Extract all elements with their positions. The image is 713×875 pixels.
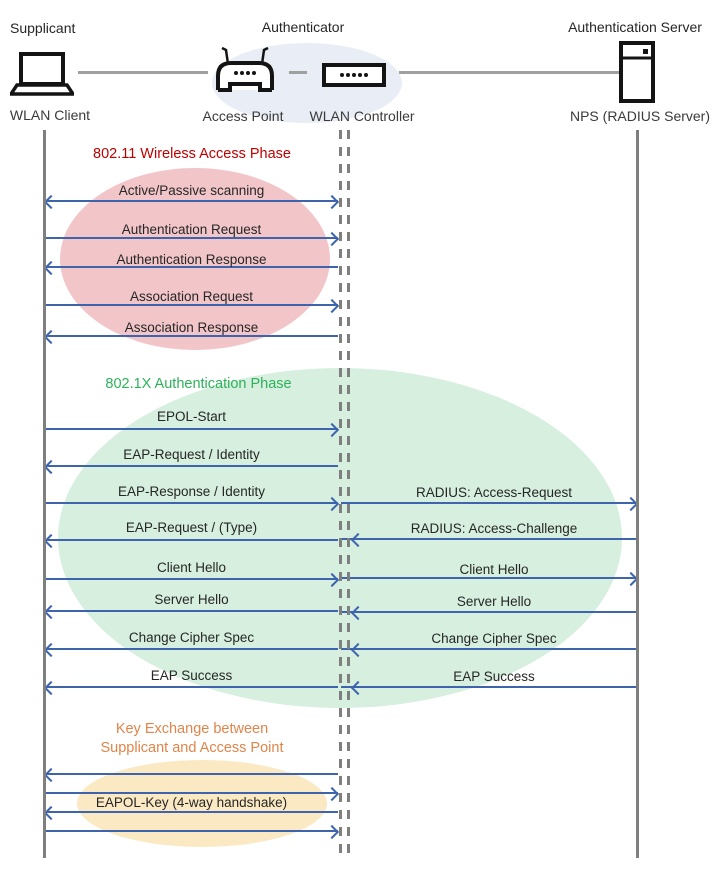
message-label: Change Cipher Spec — [128, 630, 255, 645]
message-label: Active/Passive scanning — [118, 183, 265, 198]
message-arrow-right — [45, 304, 338, 306]
message-arrow-right — [45, 428, 338, 430]
message-arrow-left — [45, 539, 338, 541]
node-label-wlan-client: WLAN Client — [9, 107, 91, 123]
server-icon — [619, 41, 655, 103]
message-label: EAP-Request / Identity — [123, 447, 260, 462]
phase3-title-line2: Supplicant and Access Point — [100, 740, 284, 756]
handshake-arrow-right — [45, 792, 338, 794]
role-authentication-server: Authentication Server — [568, 19, 702, 35]
message-arrow-left — [45, 610, 338, 612]
message-label: EAP Success — [150, 668, 233, 683]
message-arrow-right — [341, 502, 637, 504]
message-arrow-left — [45, 465, 338, 467]
message-label: RADIUS: Access-Request — [415, 485, 573, 500]
handshake-arrow-right — [45, 830, 338, 832]
handshake-arrow-left — [45, 773, 338, 775]
message-label: Association Response — [124, 320, 259, 335]
lifeline-authenticator-left — [339, 130, 342, 858]
role-authenticator: Authenticator — [261, 19, 345, 35]
message-arrow-left — [45, 686, 338, 688]
laptop-icon — [10, 52, 74, 99]
message-arrow-left — [45, 335, 338, 337]
message-label: EPOL-Start — [156, 409, 227, 424]
message-arrow-left — [341, 611, 637, 613]
node-label-nps-radius-server: NPS (RADIUS Server) — [569, 108, 711, 124]
message-label: EAP-Request / (Type) — [125, 520, 258, 535]
message-arrow-left — [341, 538, 637, 540]
message-label: Authentication Request — [121, 222, 262, 237]
message-label: Change Cipher Spec — [431, 631, 557, 646]
message-label: Client Hello — [156, 560, 227, 575]
message-arrow-right — [341, 577, 637, 579]
role-supplicant: Supplicant — [10, 20, 76, 36]
handshake-arrow-left — [45, 811, 338, 813]
node-label-wlan-controller: WLAN Controller — [309, 108, 415, 124]
message-label: Server Hello — [456, 594, 532, 609]
connector-line — [78, 71, 208, 74]
message-arrow-right — [45, 578, 338, 580]
message-arrow-left — [341, 648, 637, 650]
message-label: Server Hello — [154, 592, 229, 607]
access-point-icon — [214, 46, 276, 98]
message-label: RADIUS: Access-Challenge — [410, 521, 578, 536]
connector-line — [399, 71, 619, 74]
message-label: Association Request — [129, 289, 254, 304]
phase3-title-line1: Key Exchange between — [115, 721, 269, 737]
message-label: Authentication Response — [116, 252, 267, 267]
message-arrow-right — [45, 237, 338, 239]
connector-dash — [289, 71, 307, 74]
message-label: EAP-Response / Identity — [117, 484, 266, 499]
message-arrow-left — [45, 648, 338, 650]
wlan-controller-icon — [322, 63, 386, 87]
message-label: Client Hello — [459, 562, 529, 577]
message-arrow-left — [341, 686, 637, 688]
message-label: EAP Success — [453, 669, 535, 684]
node-label-access-point: Access Point — [202, 108, 284, 124]
handshake-label: EAPOL-Key (4-way handshake) — [95, 795, 288, 810]
message-arrow-right — [45, 502, 338, 504]
lifeline-authenticator-right — [347, 130, 350, 858]
phase1-title: 802.11 Wireless Access Phase — [93, 146, 291, 162]
message-arrow-both — [45, 200, 338, 202]
phase2-title: 802.1X Authentication Phase — [105, 376, 292, 392]
